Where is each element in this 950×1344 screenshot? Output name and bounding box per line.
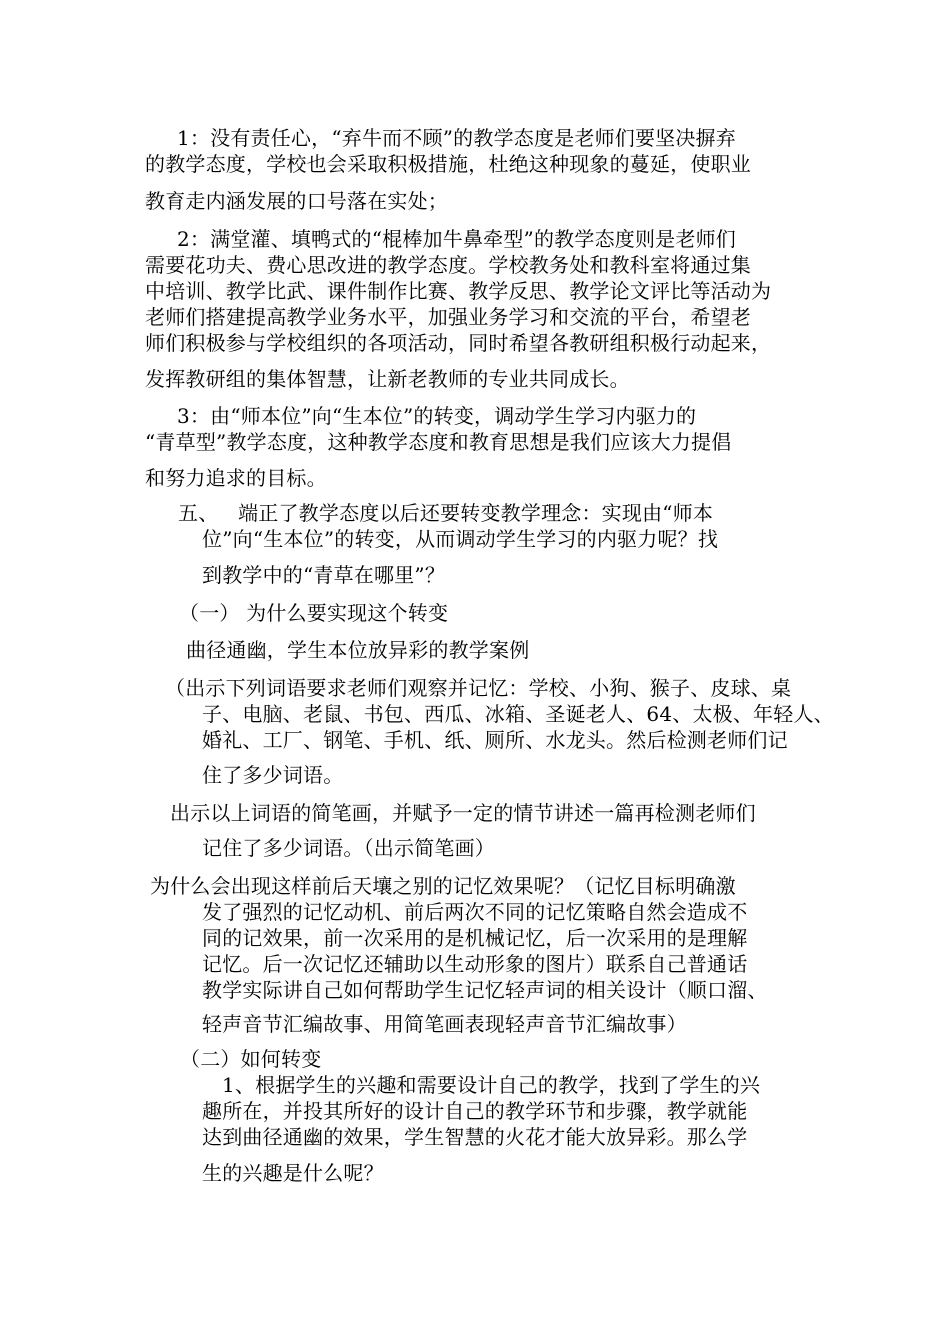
text-line: 出示以上词语的简笔画，并赋予一定的情节讲述一篇再检测老师们 [170,801,756,825]
text-line: 曲径通幽，学生本位放异彩的教学案例 [186,638,530,662]
section-heading: 位”向“生本位”的转变，从而调动学生学习的内驱力呢？找 [202,527,719,551]
text-line: 的教学态度，学校也会采取积极措施，杜绝这种现象的蔓延，使职业 [145,152,751,176]
text-line: 住了多少词语。 [202,763,344,787]
text-line: 婚礼、工厂、钢笔、手机、纸、厕所、水龙头。然后检测老师们记 [202,728,788,752]
text-line: 同的记效果，前一次采用的是机械记忆，后一次采用的是理解 [202,926,748,950]
text-line: 1：没有责任心，“弃牛而不顾”的教学态度是老师们要坚决摒弃 [177,126,736,150]
text-line: 为什么会出现这样前后天壤之别的记忆效果呢？（记忆目标明确激 [150,874,736,898]
text-line: 趣所在，并投其所好的设计自己的教学环节和步骤，教学就能 [202,1099,748,1123]
text-line: 1、根据学生的兴趣和需要设计自己的教学，找到了学生的兴 [222,1073,761,1097]
text-line: 发挥教研组的集体智慧，让新老教师的专业共同成长。 [145,367,630,391]
text-line: 3：由“师本位”向“生本位”的转变，调动学生学习内驱力的 [177,404,697,428]
text-line: 教学实际讲自己如何帮助学生记忆轻声词的相关设计（顺口溜、 [202,978,768,1002]
text-line: 师们积极参与学校组织的各项活动，同时希望各教研组积极行动起来， [145,331,772,355]
text-line: 2：满堂灌、填鸭式的“棍棒加牛鼻牵型”的教学态度则是老师们 [177,227,736,251]
text-line: 记忆。后一次记忆还辅助以生动形象的图片）联系自己普通话 [202,952,748,976]
section-heading: 到教学中的“青草在哪里”？ [202,563,446,587]
text-line: 发了强烈的记忆动机、前后两次不同的记忆策略自然会造成不 [202,900,748,924]
section-heading: 五、 端正了教学态度以后还要转变教学理念：实现由“师本 [178,501,714,525]
text-line: 和努力追求的目标。 [145,466,327,490]
text-line: （出示下列词语要求老师们观察并记忆：学校、小狗、猴子、皮球、桌 [165,676,792,700]
text-line: 生的兴趣是什么呢？ [202,1161,384,1185]
text-line: 中培训、教学比武、课件制作比赛、教学反思、教学论文评比等活动为 [145,279,772,303]
subsection-heading: （二）如何转变 [180,1047,322,1071]
text-line: “青草型”教学态度，这种教学态度和教育思想是我们应该大力提倡 [145,430,732,454]
text-line: 轻声音节汇编故事、用简笔画表现轻声音节汇编故事） [202,1012,687,1036]
text-line: 老师们搭建提高教学业务水平，加强业务学习和交流的平台，希望老 [145,305,751,329]
text-line: 达到曲径通幽的效果，学生智慧的火花才能大放异彩。那么学 [202,1125,748,1149]
subsection-heading: （一） 为什么要实现这个转变 [179,601,449,625]
text-line: 教育走内涵发展的口号落在实处； [145,189,448,213]
text-line: 记住了多少词语。（出示简笔画） [202,836,495,860]
text-line: 子、电脑、老鼠、书包、西瓜、冰箱、圣诞老人、64、太极、年轻人、 [202,702,834,726]
text-line: 需要花功夫、费心思改进的教学态度。学校教务处和教科室将通过集 [145,253,751,277]
